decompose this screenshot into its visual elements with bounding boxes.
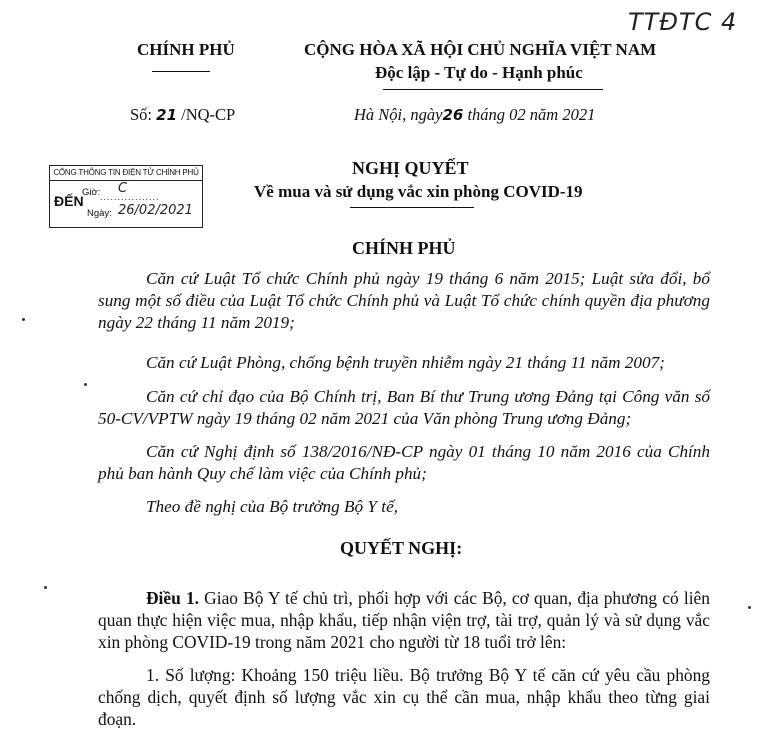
stamp-received-label: ĐẾN — [54, 193, 84, 209]
article-1 — [98, 587, 710, 653]
date-prefix: Hà Nội, ngày — [354, 105, 443, 124]
decision-heading: QUYẾT NGHỊ: — [340, 538, 463, 558]
receipt-stamp — [49, 165, 203, 228]
date-day-handwritten: 26 — [442, 106, 464, 124]
proposal-line: Theo đề nghị của Bộ trưởng Bộ Y tế, — [146, 497, 398, 516]
stamp-date-value: 26/02/2021 — [118, 203, 193, 218]
legal-basis-3: Căn cứ chỉ đạo của Bộ Chính trị, Ban Bí thư Trung ương Đảng tại Công văn số 50-CV/VPTW ngày 19 tháng 02 năm 2021 của Văn phòng Trung ương Đảng; — [98, 387, 710, 428]
article-1-label: Điều 1. — [146, 588, 199, 608]
stamp-time-dots: ................. — [100, 192, 160, 202]
issuer-name: CHÍNH PHỦ — [137, 40, 235, 59]
document-number — [130, 105, 235, 125]
motto-underline — [383, 89, 603, 90]
stamp-organization: CỔNG THÔNG TIN ĐIỆN TỬ CHÍNH PHỦ — [50, 166, 202, 181]
subject-underline — [350, 207, 474, 208]
scan-speck — [748, 606, 751, 609]
issuer-underline — [152, 71, 210, 72]
resolution-title: NGHỊ QUYẾT — [352, 158, 469, 178]
country-name: CỘNG HÒA XÃ HỘI CHỦ NGHĨA VIỆT NAM — [304, 40, 657, 59]
date-suffix: tháng 02 năm 2021 — [467, 105, 596, 124]
scan-speck — [22, 318, 25, 321]
stamp-date-label: Ngày: — [87, 208, 112, 219]
legal-basis-2: Căn cứ Luật Phòng, chống bệnh truyền nhiễm ngày 21 tháng 11 năm 2007; — [146, 353, 665, 372]
government-heading: CHÍNH PHỦ — [352, 238, 456, 258]
stamp-time-label: Giờ: — [82, 187, 101, 198]
doc-number-suffix: /NQ-CP — [181, 105, 236, 124]
doc-number-handwritten: 21 — [156, 106, 178, 124]
scan-speck — [44, 586, 47, 589]
doc-number-prefix: Số: — [130, 105, 153, 124]
scan-speck — [84, 383, 87, 386]
issue-date — [354, 105, 595, 125]
legal-basis-4: Căn cứ Nghị định số 138/2016/NĐ-CP ngày 01 tháng 10 năm 2016 của Chính phủ ban hành Quy chế làm việc của Chính phủ; — [98, 442, 710, 483]
legal-basis-1: Căn cứ Luật Tổ chức Chính phủ ngày 19 tháng 6 năm 2015; Luật sửa đổi, bổ sung một số điều của Luật Tổ chức Chính phủ và Luật Tổ chức chính quyền địa phương ngày 22 tháng 11 năm 2019; — [98, 269, 710, 332]
resolution-subject: Về mua và sử dụng vắc xin phòng COVID-19 — [254, 182, 583, 201]
article-1-item-1: 1. Số lượng: Khoảng 150 triệu liều. Bộ trưởng Bộ Y tế căn cứ yêu cầu phòng chống dịch, quyết định số lượng vắc xin cụ thể cần mua, nhập khẩu theo từng giai đoạn. — [98, 665, 710, 729]
handwritten-corner-note: TTĐTC 4 — [628, 8, 738, 36]
stamp-time-value: C — [118, 181, 128, 196]
national-motto: Độc lập - Tự do - Hạnh phúc — [375, 63, 583, 82]
article-1-text: Giao Bộ Y tế chủ trì, phối hợp với các Bộ, cơ quan, địa phương có liên quan thực hiện việc mua, nhập khẩu, tiếp nhận viện trợ, tài trợ, quản lý và sử dụng vắc xin phòng COVID-19 trong năm 2021 cho người từ 18 tuổi trở lên: — [98, 588, 710, 652]
